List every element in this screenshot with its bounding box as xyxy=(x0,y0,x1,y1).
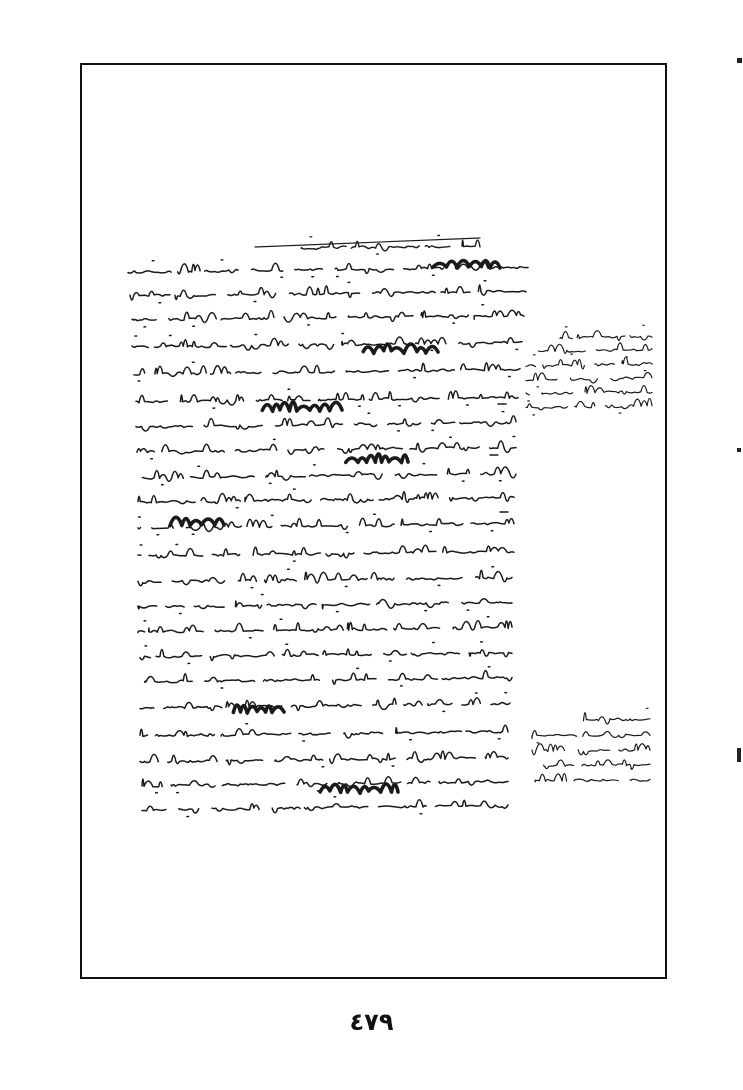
page-number: ٤٧٩ xyxy=(349,1008,394,1036)
edge-mark-top xyxy=(737,58,742,63)
edge-mark-mid xyxy=(737,448,741,452)
margin-notes xyxy=(526,325,652,782)
edge-mark-low xyxy=(737,748,741,762)
main-text-lines xyxy=(128,236,528,817)
